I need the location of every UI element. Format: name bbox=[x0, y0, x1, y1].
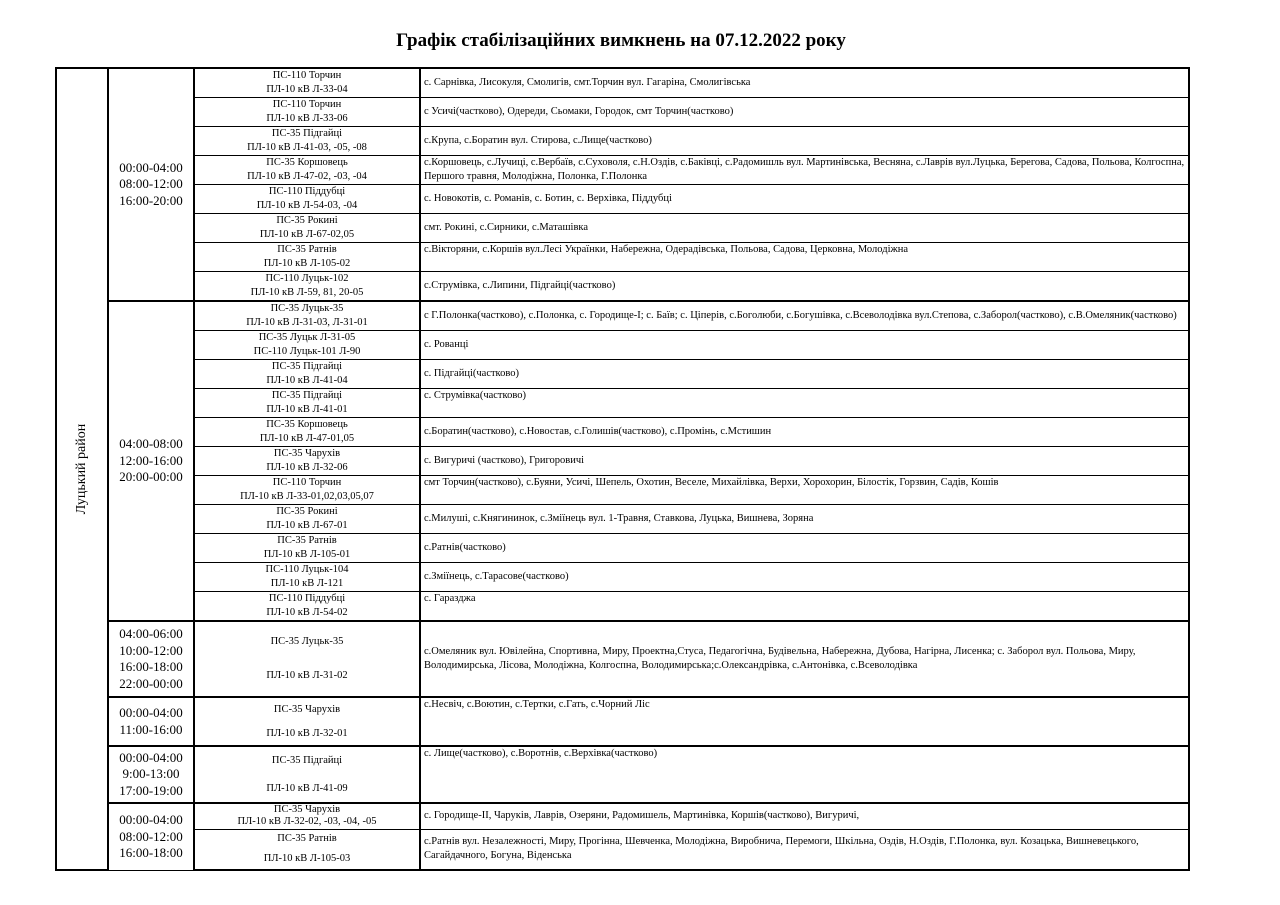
time-slot: 12:00-16:00 bbox=[119, 452, 183, 468]
power-line: ПЛ-10 кВ Л-32-01 bbox=[266, 727, 348, 739]
substation: ПС-110 Луцьк-104 bbox=[265, 564, 349, 575]
line-cell bbox=[194, 98, 420, 127]
time-slot: 04:00-06:00 bbox=[119, 626, 183, 641]
line-cell bbox=[194, 331, 420, 360]
substation: ПС-35 Рокині bbox=[276, 215, 338, 226]
villages-cell: с.Ратнів(частково) bbox=[420, 534, 1189, 563]
substation: ПС-35 Рокині bbox=[276, 506, 338, 517]
power-line: ПЛ-10 кВ Л-105-01 bbox=[263, 549, 351, 560]
power-line: ПЛ-10 кВ Л-33-01,02,03,05,07 bbox=[240, 491, 374, 502]
villages-cell: с.Боратин(частково), с.Новостав, с.Голишів(частково), с.Промінь, с.Мстишин bbox=[420, 418, 1189, 447]
villages-cell: с.Вікторяни, с.Коршів вул.Лесі Українки, Набережна, Одерадівська, Польова, Садова, Церковна, Молодіжна bbox=[420, 243, 1189, 272]
villages-cell: с. Підгайці(частково) bbox=[420, 360, 1189, 389]
substation: ПС-35 Луцьк-35 bbox=[270, 303, 344, 314]
villages-cell: с Г.Полонка(частково), с.Полонка, с. Городище-І; с. Баїв; с. Ціперів, с.Боголюби, с.Богушівка, с.Всеволодівка вул.Степова, с.Заборол(частково), с.В.Омеляник(частково) bbox=[420, 301, 1189, 331]
substation: ПС-35 Ратнів bbox=[277, 833, 337, 845]
power-line: ПЛ-10 кВ Л-41-04 bbox=[266, 375, 348, 386]
time-slot: 00:00-04:00 bbox=[119, 159, 183, 175]
time-slot: 17:00-19:00 bbox=[119, 782, 183, 798]
substation: ПС-35 Коршовець bbox=[266, 157, 348, 168]
power-line: ПЛ-10 кВ Л-59, 81, 20-05 bbox=[250, 287, 364, 298]
villages-cell: с.Омеляник вул. Ювілейна, Спортивна, Миру, Проектна,Стуса, Педагогічна, Будівельна, Набережна, Дубова, Нагірна, Лисенка; с. Заборол вул. Польова, Миру, Володимирська, Лісова, Молодіжна, Колгоспна, Володимирська;с.Олександрівка, с.Антонівка, с.Всеволодівка bbox=[420, 621, 1189, 697]
power-line: ПЛ-10 кВ Л-41-03, -05, -08 bbox=[247, 142, 367, 153]
time-slots-group-3 bbox=[108, 621, 194, 697]
villages-cell: с.Несвіч, с.Воютин, с.Тертки, с.Гать, с.Чорний Ліс bbox=[420, 697, 1189, 746]
villages-cell: смт. Рокині, с.Сирники, с.Маташівка bbox=[420, 214, 1189, 243]
substation: ПС-110 Торчин bbox=[272, 99, 342, 110]
line-cell bbox=[194, 127, 420, 156]
power-line: ПЛ-10 кВ Л-31-02 bbox=[266, 670, 348, 681]
time-slot: 08:00-12:00 bbox=[119, 828, 183, 844]
line-cell bbox=[194, 803, 420, 829]
power-line: ПЛ-10 кВ Л-32-06 bbox=[266, 462, 348, 473]
villages-cell: с.Зміїнець, с.Тарасове(частково) bbox=[420, 563, 1189, 592]
line-cell bbox=[194, 592, 420, 622]
substation: ПС-35 Підгайці bbox=[271, 361, 343, 372]
time-slot: 10:00-12:00 bbox=[119, 642, 183, 658]
power-line: ПС-110 Луцьк-101 Л-90 bbox=[253, 346, 361, 357]
substation: ПС-35 Луцьк Л-31-05 bbox=[258, 332, 356, 343]
power-line: ПЛ-10 кВ Л-33-04 bbox=[266, 84, 348, 95]
villages-cell: с.Коршовець, с.Лучиці, с.Вербаїв, с.Суховоля, с.Н.Оздів, с.Баківці, с.Радомишль вул. Мартинівська, Весняна, с.Лаврів вул.Луцька, Берегова, Садова, Польова, Колгоспна, Першого травня, Молодіжна, Полонка, Г.Полонка bbox=[420, 156, 1189, 185]
substation: ПС-35 Підгайці bbox=[271, 128, 343, 139]
line-cell bbox=[194, 829, 420, 870]
villages-cell: с. Гаразджа bbox=[420, 592, 1189, 622]
line-cell bbox=[194, 563, 420, 592]
villages-cell: смт Торчин(частково), с.Буяни, Усичі, Шепель, Охотин, Веселе, Михайлівка, Верхи, Хорохорин, Білостік, Горзвин, Садів, Кошів bbox=[420, 476, 1189, 505]
villages-cell: с.Крупа, с.Боратин вул. Стирова, с.Лище(частково) bbox=[420, 127, 1189, 156]
time-slot: 00:00-04:00 bbox=[119, 749, 183, 765]
power-line: ПЛ-10 кВ Л-105-03 bbox=[263, 853, 351, 865]
time-slot: 08:00-12:00 bbox=[119, 176, 183, 192]
line-cell bbox=[194, 697, 420, 746]
line-cell bbox=[194, 476, 420, 505]
time-slot: 9:00-13:00 bbox=[122, 766, 180, 782]
power-line: ПЛ-10 кВ Л-105-02 bbox=[263, 258, 351, 269]
line-cell bbox=[194, 621, 420, 697]
line-cell bbox=[194, 243, 420, 272]
power-line: ПЛ-10 кВ Л-32-02, -03, -04, -05 bbox=[237, 816, 377, 828]
substation: ПС-110 Луцьк-102 bbox=[265, 273, 349, 284]
substation: ПС-35 Ратнів bbox=[277, 244, 337, 255]
power-line: ПЛ-10 кВ Л-41-01 bbox=[266, 404, 348, 415]
substation: ПС-35 Чарухів bbox=[273, 804, 341, 816]
power-line: ПЛ-10 кВ Л-67-02,05 bbox=[259, 229, 355, 240]
time-slot: 16:00-18:00 bbox=[119, 659, 183, 674]
time-slots-group-4 bbox=[108, 697, 194, 746]
substation: ПС-110 Торчин bbox=[272, 70, 342, 81]
line-cell bbox=[194, 418, 420, 447]
power-line: ПЛ-10 кВ Л-54-02 bbox=[266, 607, 348, 618]
time-slot: 04:00-08:00 bbox=[119, 436, 183, 452]
power-line: ПЛ-10 кВ Л-47-02, -03, -04 bbox=[247, 171, 367, 182]
time-slot: 11:00-16:00 bbox=[119, 721, 183, 737]
line-cell bbox=[194, 389, 420, 418]
page-title: Графік стабілізаційних вимкнень на 07.12.2022 року bbox=[396, 30, 846, 51]
power-line: ПЛ-10 кВ Л-47-01,05 bbox=[259, 433, 355, 444]
villages-cell: с. Рованці bbox=[420, 331, 1189, 360]
villages-cell: с.Ратнів вул. Незалежності, Миру, Прогінна, Шевченка, Молодіжна, Виробнича, Перемоги, Шкільна, Оздів, Н.Оздів, Г.Полонка, вул. Козацька, Вишневецького, Сагайдачного, Богуна, Віденська bbox=[420, 829, 1189, 870]
line-cell bbox=[194, 156, 420, 185]
substation: ПС-35 Підгайці bbox=[271, 754, 343, 766]
substation: ПС-110 Торчин bbox=[272, 477, 342, 488]
line-cell bbox=[194, 185, 420, 214]
substation: ПС-35 Чарухів bbox=[273, 448, 341, 459]
villages-cell: с. Сарнівка, Лисокуля, Смолигів, смт.Торчин вул. Гагаріна, Смолигівська bbox=[420, 68, 1189, 98]
time-slot: 00:00-04:00 bbox=[119, 812, 183, 827]
outage-schedule-table bbox=[55, 67, 1190, 871]
villages-cell: с. Струмівка(частково) bbox=[420, 389, 1189, 418]
district-cell bbox=[56, 68, 108, 870]
time-slot: 20:00-00:00 bbox=[119, 469, 183, 485]
time-slot: 16:00-20:00 bbox=[119, 192, 183, 208]
line-cell bbox=[194, 534, 420, 563]
power-line: ПЛ-10 кВ Л-54-03, -04 bbox=[256, 200, 358, 211]
power-line: ПЛ-10 кВ Л-41-09 bbox=[266, 782, 348, 794]
power-line: ПЛ-10 кВ Л-31-03, Л-31-01 bbox=[246, 317, 368, 328]
time-slots-group-6 bbox=[108, 803, 194, 870]
line-cell bbox=[194, 68, 420, 98]
line-cell bbox=[194, 214, 420, 243]
time-slot: 16:00-18:00 bbox=[119, 845, 183, 860]
line-cell bbox=[194, 505, 420, 534]
power-line: ПЛ-10 кВ Л-67-01 bbox=[266, 520, 348, 531]
time-slot: 00:00-04:00 bbox=[119, 705, 183, 720]
time-slots-group-1 bbox=[108, 68, 194, 301]
substation: ПС-110 Піддубці bbox=[268, 186, 346, 197]
power-line: ПЛ-10 кВ Л-121 bbox=[270, 578, 344, 589]
villages-cell: с. Вигуричі (частково), Григоровичі bbox=[420, 447, 1189, 476]
substation: ПС-110 Піддубці bbox=[268, 593, 346, 604]
villages-cell: с. Городище-ІІ, Чаруків, Лаврів, Озеряни, Радомишель, Мартинівка, Коршів(частково), Вигуричі, bbox=[420, 803, 1189, 829]
line-cell bbox=[194, 272, 420, 302]
substation: ПС-35 Чарухів bbox=[273, 703, 341, 715]
line-cell bbox=[194, 301, 420, 331]
line-cell bbox=[194, 447, 420, 476]
time-slot: 22:00-00:00 bbox=[119, 675, 183, 691]
substation: ПС-35 Луцьк-35 bbox=[270, 636, 344, 647]
villages-cell: с.Милуші, с.Княгининок, с.Зміїнець вул. 1-Травня, Ставкова, Луцька, Вишнева, Зоряна bbox=[420, 505, 1189, 534]
time-slots-group-2 bbox=[108, 301, 194, 621]
substation: ПС-35 Ратнів bbox=[277, 535, 337, 546]
line-cell bbox=[194, 360, 420, 389]
villages-cell: с. Лище(частково), с.Воротнів, с.Верхівка(частково) bbox=[420, 746, 1189, 803]
substation: ПС-35 Підгайці bbox=[271, 390, 343, 401]
villages-cell: с Усичі(частково), Одереди, Сьомаки, Городок, смт Торчин(частково) bbox=[420, 98, 1189, 127]
villages-cell: с.Струмівка, с.Липини, Підгайці(частково) bbox=[420, 272, 1189, 302]
time-slots-group-5 bbox=[108, 746, 194, 803]
power-line: ПЛ-10 кВ Л-33-06 bbox=[266, 113, 348, 124]
line-cell bbox=[194, 746, 420, 803]
substation: ПС-35 Коршовець bbox=[266, 419, 348, 430]
villages-cell: с. Новокотів, с. Романів, с. Ботин, с. Верхівка, Піддубці bbox=[420, 185, 1189, 214]
district-label: Луцький район bbox=[74, 423, 89, 515]
